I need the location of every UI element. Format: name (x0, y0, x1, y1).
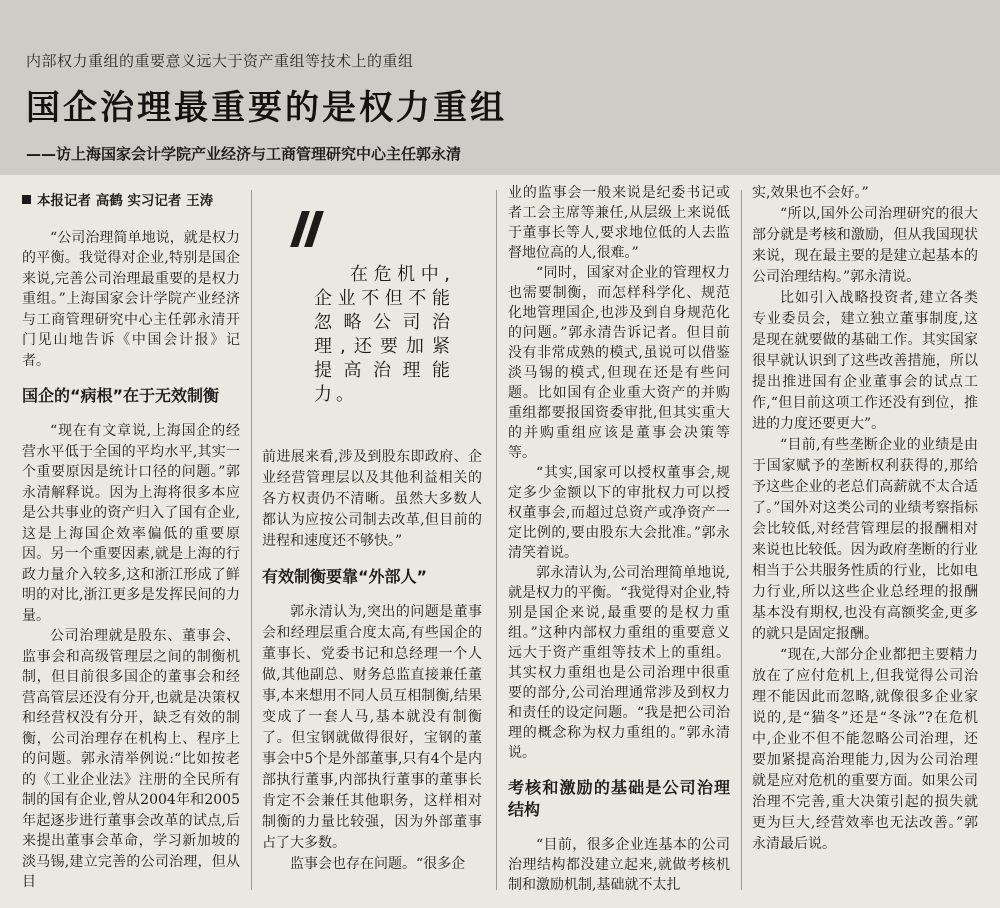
paragraph: “现在有文章说,上海国企的经营水平低于全国的平均水平,其实一个重要原因是统计口径的问题。”郭永清解释说。因为上海将很多本应是公共事业的资产归入了国有企业,这是上海国企效率偏低的重要原因。另一个重要因素,就是上海的行政力量介入较多,这和浙江形成了鲜明的对比,浙江更多是发挥民间的力量。 (22, 423, 240, 624)
paragraph: “公司治理简单地说，就是权力的平衡。我觉得对企业,特别是国企来说,完善公司治理最重要的是权力重组。”上海国家会计学院产业经济与工商管理研究中心主任郭永清开门见山地告诉《中国会计报》记者。 (22, 229, 240, 369)
paragraph: “现在,大部分企业都把主要精力放在了应付危机上,但我觉得公司治理不能因此而忽略,就像很多企业家说的,是“猫冬”还是“冬泳”?在危机中,企业不但不能忽略公司治理，还要加紧提高治理能力,因为公司治理就是应对危机的重要方面。如果公司治理不完善,重大决策引起的损失就更为巨大,经营效率也无法改善。”郭永清最后说。 (752, 647, 978, 852)
column-1 (22, 183, 240, 893)
byline-text: 本报记者 高鹤 实习记者 王涛 (37, 193, 214, 209)
paragraph: “目前,有些垄断企业的业绩是由于国家赋予的垄断权利获得的,那给予这些企业的老总们高薪就不太合适了。”国外对这类公司的业绩考察指标会比较低,对经营管理层的报酬相对来说也比较低。因为政府垄断的行业相当于公共服务性质的行业，比如电力行业,所以这些企业总经理的报酬基本没有期权,也没有高额奖金,更多的就只是固定报酬。 (752, 437, 978, 642)
article-header (0, 0, 1000, 175)
paragraph: 业的监事会一般来说是纪委书记或者工会主席等兼任,从层级上来说低于董事长等人,要求地位低的人去监督地位高的人,很难。” (508, 185, 730, 261)
paragraph: “其实,国家可以授权董事会,规定多少金额以下的审批权力可以授权董事会,而超过总资产或净资产一定比例的,要由股东大会批准。”郭永清笑着说。 (508, 465, 730, 561)
column-4 (752, 183, 978, 855)
column-3 (508, 183, 730, 895)
byline (22, 191, 240, 212)
paragraph: 实,效果也不会好。” (752, 185, 869, 201)
article-subhead: ——访上海国家会计学院产业经济与工商管理研究中心主任郭永清 (26, 145, 462, 163)
paragraph: 比如引入战略投资者,建立各类专业委员会，建立独立董事制度,这是现在就要做的基础工作。其实国家很早就认识到了这些改善措施，所以提出推进国有企业董事会的试点工作,“但目前这项工作还没有到位，推进的力度还要更大”。 (752, 290, 978, 432)
paragraph: 郭永清认为,公司治理简单地说,就是权力的平衡。“我觉得对企业,特别是国企来说,最重要的是权力重组。”这种内部权力重组的重要意义远大于资产重组等技术上的重组。其实权力重组也是公司治理中很重要的部分,公司治理通常涉及到权力和责任的设定问题。“我是把公司治理的概念称为权力重组的。”郭永清说。 (508, 565, 730, 761)
column-divider (251, 190, 252, 890)
paragraph: 前进展来看,涉及到股东即政府、企业经营管理层以及其他利益相关的各方权责仍不清晰。虽然大多数人都认为应按公司制去改革,但目前的进程和速度还不够快。” (262, 449, 482, 549)
pull-quote-text: 在危机中,企业不但不能忽略公司治理,还要加紧提高治理能力。 (314, 264, 454, 405)
article-body (0, 183, 1000, 908)
section-heading: 国企的“病根”在于无效制衡 (22, 386, 220, 405)
kicker-line: 内部权力重组的重要意义远大于资产重组等技术上的重组 (26, 52, 414, 70)
column-divider (741, 190, 742, 890)
paragraph: “所以,国外公司治理研究的很大部分就是考核和激励，但从我国现状来说，现在最主要的是建立起基本的公司治理结构。”郭永清说。 (752, 206, 978, 285)
section-heading: 考核和激励的基础是公司治理结构 (508, 778, 730, 819)
paragraph: 郭永清认为,突出的问题是董事会和经理层重合度太高,有些国企的董事长、党委书记和总经理一个人做,其他副总、财务总监直接兼任董事,本来想用不同人员互相制衡,结果变成了一套人马,基本就没有制衡了。但宝钢就做得很好，宝钢的董事会中5个是外部董事,只有4个是内部执行董事,内部执行董事的董事长肯定不会兼任其他职务，这样相对制衡的力量比较强，因为外部董事占了大多数。 (262, 604, 482, 851)
paragraph: “目前，很多企业连基本的公司治理结构都没建立起来,就做考核机制和激励机制,基础就不太扎 (508, 837, 730, 893)
paragraph: 监事会也存在问题。“很多企 (290, 856, 466, 872)
article-headline: 国企治理最重要的是权力重组 (26, 88, 507, 128)
paragraph: “同时，国家对企业的管理权力也需要制衡，而怎样科学化、规范化地管理国企,也涉及到自身规范化的问题。”郭永清告诉记者。但目前没有非常成熟的模式,虽说可以借鉴淡马锡的模式,但现在还是有些问题。比如国有企业重大资产的并购重组都要报国资委审批,但其实重大的并购重组应该是董事会决策等等。 (508, 265, 730, 461)
pull-quote (262, 183, 482, 447)
quote-mark-icon (292, 211, 326, 255)
paragraph: 公司治理就是股东、董事会、监事会和高级管理层之间的制衡机制，但目前很多国企的董事会和经营高管层还没有分开,也就是决策权和经营权没有分开，缺乏有效的制衡，公司治理存在机构上、程序上的问题。郭永清举例说:“比如按老的《工业企业法》注册的全民所有制的国有企业,曾从2004年和2005年起逐步进行董事会改革的试点,后来提出董事会革命，学习新加坡的淡马锡,建立完善的公司治理，但从目 (22, 628, 240, 890)
section-heading: 有效制衡要靠“外部人” (262, 567, 428, 586)
column-divider (496, 190, 497, 890)
square-bullet-icon (22, 195, 31, 204)
column-2 (262, 183, 482, 875)
